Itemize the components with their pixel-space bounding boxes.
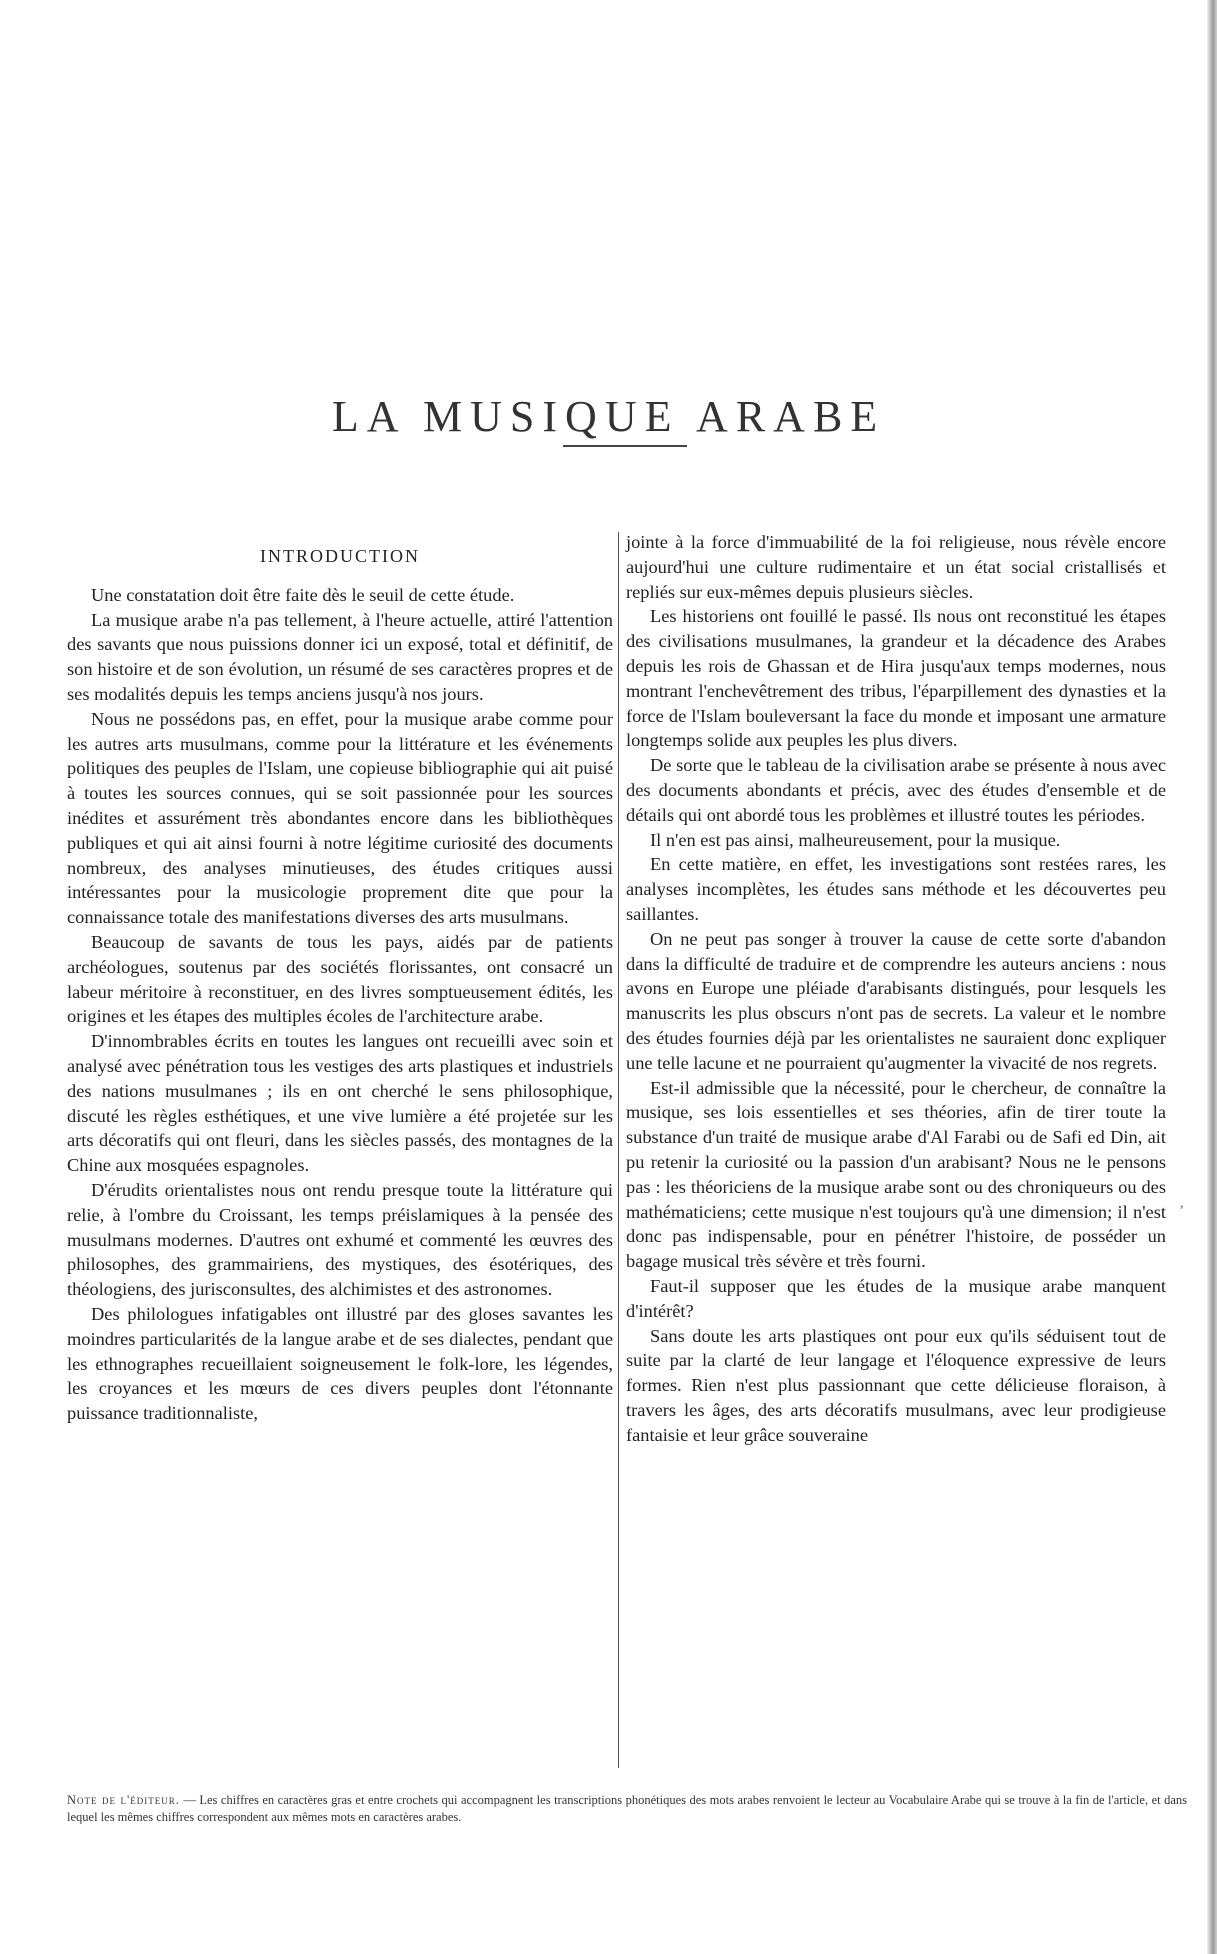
left-column bbox=[67, 532, 613, 1772]
paragraph-continuation: jointe à la force d'immuabilité de la foi religieuse, nous révèle encore aujourd'hui une culture rudimentaire et un état social cristallisés et repliés sur eux-mêmes depuis plusieurs siècles. bbox=[626, 532, 1166, 602]
margin-mark: , bbox=[1180, 1196, 1184, 1211]
paragraph: D'érudits orientalistes nous ont rendu presque toute la littérature qui relie, à l'ombre du Croissant, les temps préislamiques à la pensée des musulmans modernes. D'autres ont exhumé et commenté les œuvres des philosophes, des grammairiens, des mystiques, des ésotériques, des théologiens, des jurisconsultes, des alchimistes et des astronomes. bbox=[67, 1179, 613, 1300]
section-heading: INTRODUCTION bbox=[260, 546, 420, 566]
paragraph: La musique arabe n'a pas tellement, à l'heure actuelle, attiré l'attention des savants que nous puissions donner ici un exposé, total et définitif, de son histoire et de son évolution, un résumé de ses caractères propres et de ses modalités depuis les temps anciens jusqu'à nos jours. bbox=[67, 609, 613, 704]
paragraph: Les historiens ont fouillé le passé. Ils nous ont reconstitué les étapes des civilisations musulmanes, la grandeur et la décadence des Arabes depuis les rois de Ghassan et de Hira jusqu'aux temps modernes, nous montrant l'enchevêtrement des tribus, l'éparpillement des dynasties et la force de l'Islam bouleversant la face du monde et imposant une armature longtemps solide aux peuples les plus divers. bbox=[626, 606, 1166, 751]
paragraph: Sans doute les arts plastiques ont pour eux qu'ils séduisent tout de suite par la clarté de leur langage et l'éloquence expressive de leurs formes. Rien n'est plus passionnant que cette délicieuse floraison, à travers les âges, des arts décoratifs musulmans, avec leur prodigieuse fantaisie et leur grâce souveraine bbox=[626, 1325, 1166, 1445]
page-edge bbox=[1207, 0, 1217, 1954]
paragraph: Il n'en est pas ainsi, malheureusement, pour la musique. bbox=[650, 829, 1061, 850]
footnote bbox=[67, 1792, 1187, 1826]
right-column bbox=[626, 530, 1166, 1770]
footnote-text: — Les chiffres en caractères gras et entre crochets qui accompagnent les transcriptions phonétiques des mots arabes renvoient le lecteur au Vocabulaire Arabe qui se trouve à la fin de l'article, et dans lequel les mêmes chiffres correspondent aux mêmes mots en caractères arabes. bbox=[67, 1793, 1187, 1824]
paragraph: Une constatation doit être faite dès le seuil de cette étude. bbox=[91, 584, 515, 605]
footnote-label: Note de l'éditeur. bbox=[67, 1793, 180, 1807]
paragraph: D'innombrables écrits en toutes les langues ont recueilli avec soin et analysé avec pénétration tous les vestiges des arts plastiques et industriels des nations musulmanes ; ils en ont cherché le sens philosophique, discuté les règles esthétiques, et une vive lumière a été projetée sur les arts décoratifs qui ont fleuri, dans les siècles passés, des montagnes de la Chine aux mosquées espagnoles. bbox=[67, 1031, 613, 1176]
paragraph: Nous ne possédons pas, en effet, pour la musique arabe comme pour les autres arts musulmans, comme pour la littérature et les événements politiques des peuples de l'Islam, une copieuse bibliographie qui ait puisé à toutes les sources connues, qui se soit passionnée pour les sources inédites et assurément très abondantes encore dans les bibliothèques publiques et qui ait ainsi fourni à notre légitime curiosité des documents nombreux, des analyses minutieuses, des études critiques aussi intéressantes pour la musicologie proprement dite que pour la connaissance totale des manifestations diverses des arts musulmans. bbox=[67, 708, 613, 928]
title-rule bbox=[563, 445, 687, 447]
paragraph: De sorte que le tableau de la civilisation arabe se présente à nous avec des documents abondants et précis, avec des études d'ensemble et de détails qui ont abordé tous les problèmes et illustré toutes les périodes. bbox=[626, 755, 1166, 825]
paragraph: Des philologues infatigables ont illustré par des gloses savantes les moindres particularités de la langue arabe et de ses dialectes, pendant que les ethnographes recueillaient soigneusement le folk-lore, les légendes, les croyances et les mœurs de ces divers peuples dont l'étonnante puissance traditionnaliste, bbox=[67, 1303, 613, 1424]
paragraph: En cette matière, en effet, les investigations sont restées rares, les analyses incomplètes, les études sans méthode et les découvertes peu saillantes. bbox=[626, 854, 1166, 924]
page-title: LA MUSIQUE ARABE bbox=[331, 392, 886, 442]
paragraph: Faut-il supposer que les études de la musique arabe manquent d'intérêt? bbox=[626, 1275, 1166, 1321]
paragraph: Beaucoup de savants de tous les pays, aidés par de patients archéologues, soutenus par des sociétés florissantes, ont consacré un labeur méritoire à reconstituer, en des livres somptueusement édités, les origines et les étapes des multiples écoles de l'architecture arabe. bbox=[67, 931, 613, 1027]
column-divider bbox=[618, 532, 619, 1768]
paragraph: Est-il admissible que la nécessité, pour le chercheur, de connaître la musique, ses lois essentielles et ses théories, afin de tirer toute la substance d'un traité de musique arabe d'Al Farabi ou de Safi ed Din, ait pu retenir la curiosité ou la passion d'un arabisant? Nous ne le pensons pas : les théoriciens de la musique arabe sont ou des chroniqueurs ou des mathématiciens; cette musique n'est toujours qu'à une dimension; il n'est donc pas indispensable, pour en pénétrer l'histoire, de posséder un bagage musical très sévère et très fourni. bbox=[626, 1077, 1166, 1272]
paragraph: On ne peut pas songer à trouver la cause de cette sorte d'abandon dans la difficulté de traduire et de comprendre les auteurs anciens : nous avons en Europe une pléiade d'arabisants distingués, pour lesquels les manuscrits les plus obscurs n'ont pas de secrets. La valeur et le nombre des études fournies déjà par les orientalistes ne sauraient donc expliquer une telle lacune et ne pourraient qu'augmenter la vivacité de nos regrets. bbox=[626, 928, 1166, 1073]
